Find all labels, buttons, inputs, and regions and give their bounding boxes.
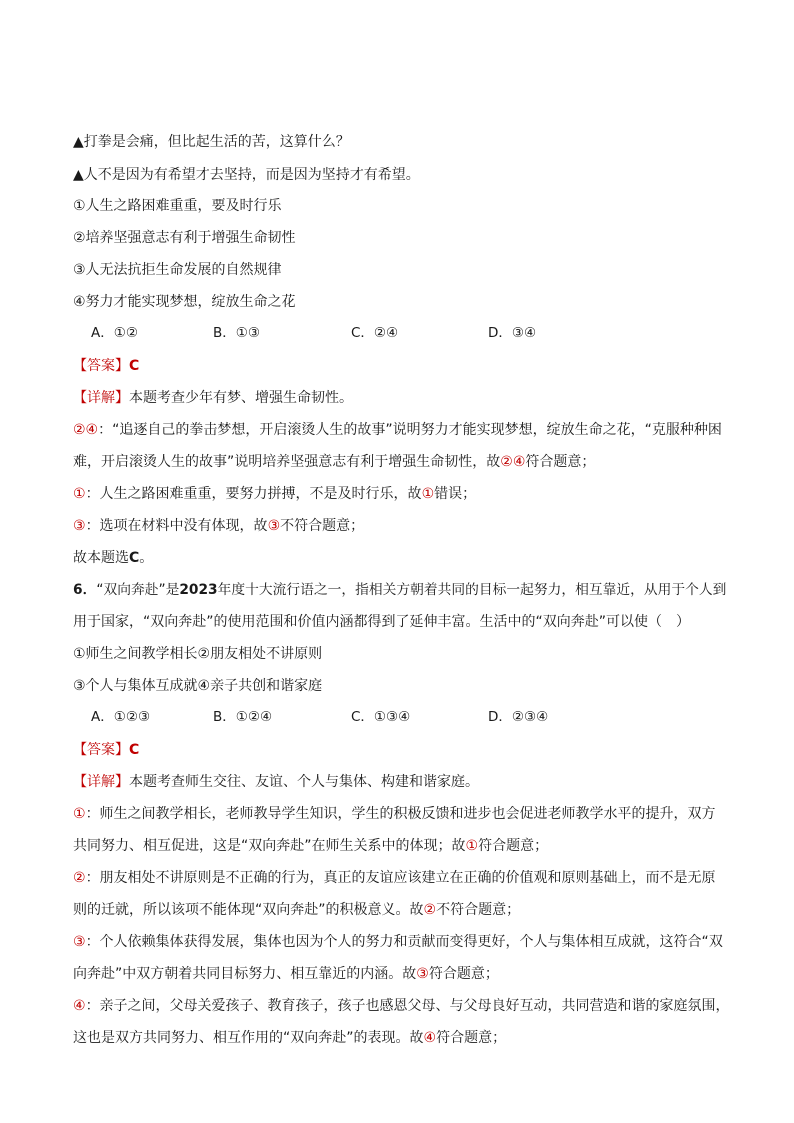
question-6-stem-line-1 bbox=[73, 581, 726, 599]
explanation-1-line-2 bbox=[73, 453, 595, 471]
option-d: D．②③④ bbox=[488, 709, 549, 725]
explanation-text: 向奔赴”中双方朝着共同目标努力、相互靠近的内涵。故 bbox=[73, 966, 417, 982]
explanation-1-line-1 bbox=[73, 421, 722, 439]
option-b: B．①②④ bbox=[213, 709, 273, 725]
conclusion-end: 。 bbox=[139, 550, 154, 566]
detail-line bbox=[73, 773, 479, 791]
explanation-1-line-2 bbox=[73, 837, 548, 855]
stem-text: 年度十大流行语之一，指相关方朝着共同的目标一起努力，相互靠近，从用于个人到 bbox=[217, 582, 727, 598]
question-number: 6． bbox=[73, 582, 97, 598]
explanation-key: ① bbox=[421, 486, 435, 502]
explanation-text: ：亲子之间，父母关爱孩子、教育孩子，孩子也感恩父母、与父母良好互动，共同营造和谐的家庭氛围， bbox=[85, 998, 730, 1014]
material-line-1: ▲打拳是会痛，但比起生活的苦，这算什么？ bbox=[73, 134, 350, 150]
option-d: D．③④ bbox=[488, 325, 537, 341]
option-a: A．①② bbox=[91, 325, 138, 341]
explanation-2-line-2 bbox=[73, 901, 520, 919]
explanation-key: ① bbox=[73, 806, 86, 822]
question-6-stem-line-2: 用于国家，“双向奔赴”的使用范围和价值内涵都得到了延伸丰富。生活中的“双向奔赴”可以使（ ） bbox=[73, 614, 691, 630]
question-6-items-line-1: ①师生之间教学相长②朋友相处不讲原则 bbox=[73, 646, 323, 662]
conclusion-answer: C bbox=[129, 550, 140, 566]
option-a: A．①②③ bbox=[91, 709, 151, 725]
choice-item-2: ②培养坚强意志有利于增强生命韧性 bbox=[73, 230, 296, 246]
explanation-key: ① bbox=[465, 838, 479, 854]
option-c: C．②④ bbox=[351, 325, 399, 341]
explanation-text: 符合题意； bbox=[525, 454, 596, 470]
answer-value: C bbox=[129, 742, 140, 758]
answer-label: 【答案】 bbox=[73, 358, 129, 374]
explanation-3 bbox=[73, 517, 364, 535]
explanation-key: ②④ bbox=[500, 454, 526, 470]
answer-line bbox=[73, 357, 139, 375]
detail-intro: 本题考查师生交往、友谊、个人与集体、构建和谐家庭。 bbox=[129, 774, 479, 790]
question-6-items-line-2: ③个人与集体互成就④亲子共创和谐家庭 bbox=[73, 678, 323, 694]
explanation-text: 错误； bbox=[434, 486, 477, 502]
explanation-text: ：个人依赖集体获得发展，集体也因为个人的努力和贡献而变得更好，个人与集体相互成就，这符合“双 bbox=[85, 934, 723, 950]
explanation-key: ① bbox=[73, 486, 86, 502]
explanation-text: ：“追逐自己的拳击梦想，开启滚烫人生的故事”说明努力才能实现梦想，绽放生命之花，“克服种种困 bbox=[98, 422, 722, 438]
explanation-text: ：朋友相处不讲原则是不正确的行为，真正的友谊应该建立在正确的价值观和原则基础上，而不是无原 bbox=[85, 870, 716, 886]
answer-label: 【答案】 bbox=[73, 742, 129, 758]
explanation-key: ④ bbox=[423, 1030, 437, 1046]
explanation-2 bbox=[73, 485, 476, 503]
stem-text: “双向奔赴”是 bbox=[96, 582, 180, 598]
explanation-text: 符合题意； bbox=[478, 838, 549, 854]
explanation-key: ④ bbox=[73, 998, 86, 1014]
conclusion-line bbox=[73, 549, 153, 567]
detail-label: 【详解】 bbox=[73, 390, 129, 406]
explanation-text: 难，开启滚烫人生的故事”说明培养坚强意志有利于增强生命韧性，故 bbox=[73, 454, 501, 470]
explanation-2-line-1 bbox=[73, 869, 716, 887]
explanation-text: ：人生之路困难重重，要努力拼搏，不是及时行乐，故 bbox=[85, 486, 422, 502]
conclusion-text: 故本题选 bbox=[73, 550, 129, 566]
explanation-text: 这也是双方共同努力、相互作用的“双向奔赴”的表现。故 bbox=[73, 1030, 424, 1046]
explanation-key: ② bbox=[423, 902, 437, 918]
explanation-text: 则的迁就，所以该项不能体现“双向奔赴”的积极意义。故 bbox=[73, 902, 424, 918]
explanation-key: ③ bbox=[416, 966, 429, 982]
explanation-1-line-1 bbox=[73, 805, 716, 823]
explanation-4-line-2 bbox=[73, 1029, 506, 1047]
detail-intro: 本题考查少年有梦、增强生命韧性。 bbox=[129, 390, 353, 406]
answer-value: C bbox=[129, 358, 140, 374]
choice-item-4: ④努力才能实现梦想，绽放生命之花 bbox=[73, 294, 296, 310]
detail-line bbox=[73, 389, 353, 407]
explanation-4-line-1 bbox=[73, 997, 730, 1015]
explanation-3-line-1 bbox=[73, 933, 723, 951]
explanation-text: ：师生之间教学相长，老师教导学生知识，学生的积极反馈和进步也会促进老师教学水平的提升，双方 bbox=[85, 806, 716, 822]
choice-item-3: ③人无法抗拒生命发展的自然规律 bbox=[73, 262, 282, 278]
explanation-text: 符合题意； bbox=[436, 1030, 507, 1046]
explanation-key: ③ bbox=[73, 518, 86, 534]
explanation-text: ：选项在材料中没有体现，故 bbox=[85, 518, 268, 534]
explanation-text: 不符合题意； bbox=[280, 518, 365, 534]
explanation-key: ② bbox=[73, 870, 86, 886]
choice-item-1: ①人生之路困难重重，要及时行乐 bbox=[73, 198, 282, 214]
explanation-key: ③ bbox=[73, 934, 86, 950]
explanation-text: 共同努力、相互促进，这是“双向奔赴”在师生关系中的体现；故 bbox=[73, 838, 466, 854]
explanation-text: 不符合题意； bbox=[436, 902, 521, 918]
explanation-key: ②④ bbox=[73, 422, 99, 438]
detail-label: 【详解】 bbox=[73, 774, 129, 790]
explanation-key: ③ bbox=[267, 518, 281, 534]
answer-line bbox=[73, 741, 139, 759]
explanation-3-line-2 bbox=[73, 965, 499, 983]
material-line-2: ▲人不是因为有希望才去坚持，而是因为坚持才有希望。 bbox=[73, 167, 420, 183]
stem-year: 2023 bbox=[179, 582, 218, 598]
option-b: B．①③ bbox=[213, 325, 260, 341]
explanation-text: 符合题意； bbox=[428, 966, 499, 982]
option-c: C．①③④ bbox=[351, 709, 411, 725]
